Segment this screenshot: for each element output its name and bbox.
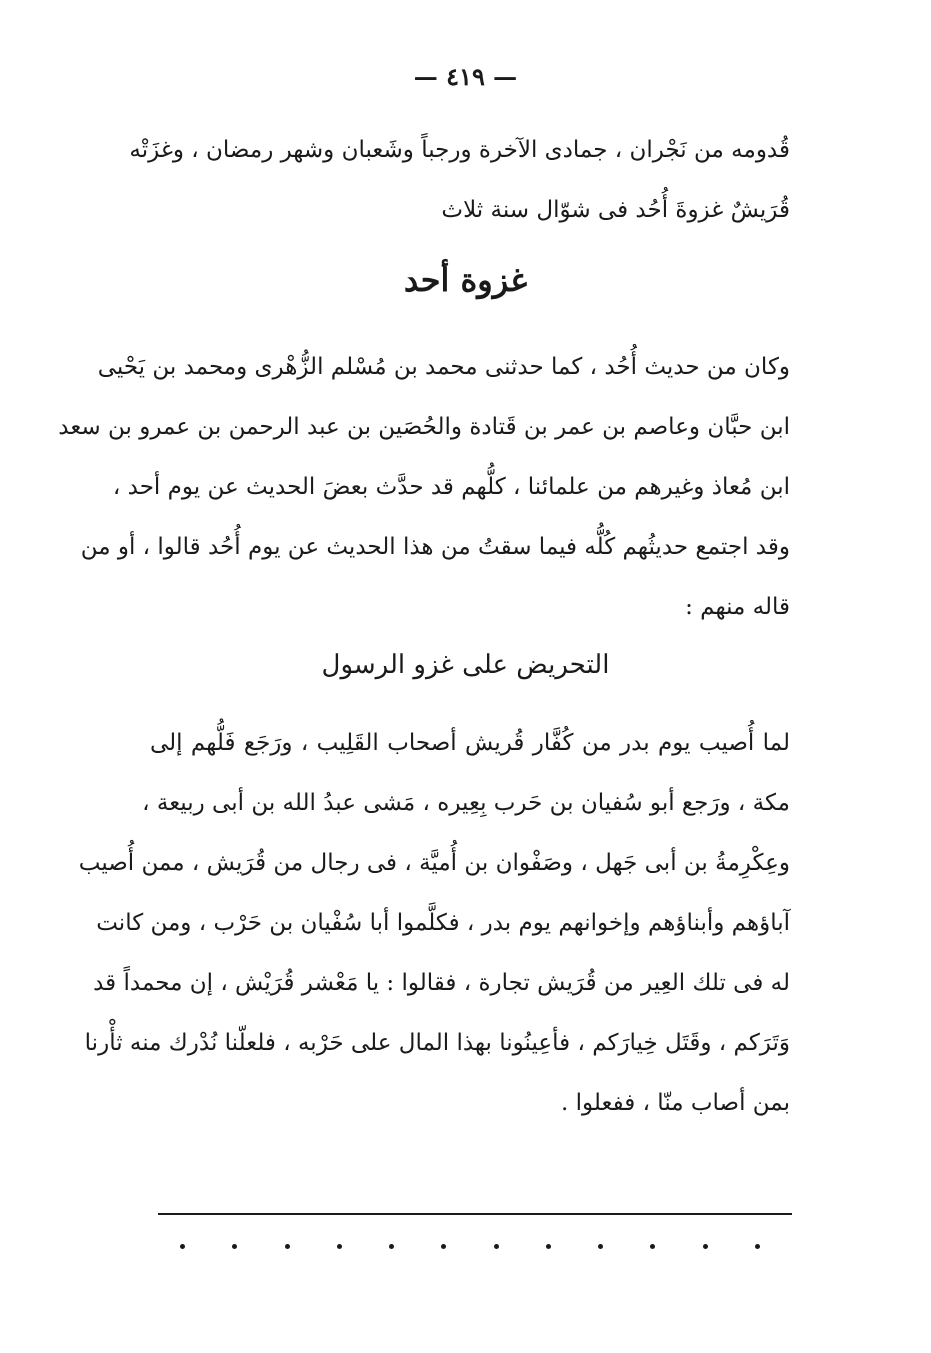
footer-rule [158,1213,792,1215]
footer-dots [180,1236,760,1256]
footer-dot [337,1244,342,1249]
incitement-line-2: مكة ، ورَجع أبو سُفيان بن حَرب بِعِيره ، مَشى عبدُ الله بن أبى ربيعة ، [142,790,790,816]
incitement-line-7: بمن أصاب منّا ، ففعلوا . [561,1090,790,1116]
section-title: غزوة أحد [403,261,528,299]
footer-dot [546,1244,551,1249]
footer-dot [650,1244,655,1249]
footer-dot [389,1244,394,1249]
footer-dot [180,1244,185,1249]
subsection-title: التحريض على غزو الرسول [321,650,610,680]
footer-dot [494,1244,499,1249]
footer-dot [703,1244,708,1249]
narration-line-3: ابن مُعاذ وغيرهم من علمائنا ، كلُّهم قد حدَّث بعضَ الحديث عن يوم أحد ، [112,474,790,500]
intro-line-1: قُدومه من نَجْران ، جمادى الآخرة ورجباً وشَعبان وشهر رمضان ، وغزَتْه [129,137,790,163]
incitement-line-6: وَتَرَكم ، وقَتَل خِيارَكم ، فأعِينُونا بهذا المال على حَرْبه ، فلعلّنا نُدْرك منه ثأْرنا [84,1030,790,1056]
page-number: — ٤١٩ — [413,62,518,91]
footer-dot [755,1244,760,1249]
footer-dot [285,1244,290,1249]
narration-paragraph [58,337,790,637]
narration-line-2: ابن حبَّان وعاصم بن عمر بن قَتادة والحُصَين بن عبد الرحمن بن عمرو بن سعد [58,414,790,440]
incitement-line-5: له فى تلك العِير من قُرَيش تجارة ، فقالوا : يا مَعْشر قُرَيْش ، إن محمداً قد [93,970,790,996]
narration-line-4: وقد اجتمع حديثُهم كُلُّه فيما سقتُ من هذا الحديث عن يوم أُحُد قالوا ، أو من [80,534,790,560]
narration-line-5: قاله منهم : [685,594,790,620]
incitement-line-4: آباؤهم وأبناؤهم وإخوانهم يوم بدر ، فكلَّموا أبا سُفْيان بن حَرْب ، ومن كانت [96,910,790,936]
footer-dot [232,1244,237,1249]
intro-paragraph [129,120,790,240]
narration-line-1: وكان من حديث أُحُد ، كما حدثنى محمد بن مُسْلم الزُّهْرى ومحمد بن يَحْيى [97,354,790,380]
incitement-line-3: وعِكْرِمةُ بن أبى جَهل ، وصَفْوان بن أُميَّة ، فى رجال من قُرَيش ، ممن أُصيب [78,850,790,876]
intro-line-2: قُرَيشٌ غزوةَ أُحُد فى شوّال سنة ثلاث [441,197,790,223]
footer-dot [441,1244,446,1249]
footer-dot [598,1244,603,1249]
incitement-paragraph [78,713,790,1133]
incitement-line-1: لما أُصيب يوم بدر من كُفَّار قُريش أصحاب القَلِيب ، ورَجَع فَلُّهم إلى [150,730,790,756]
